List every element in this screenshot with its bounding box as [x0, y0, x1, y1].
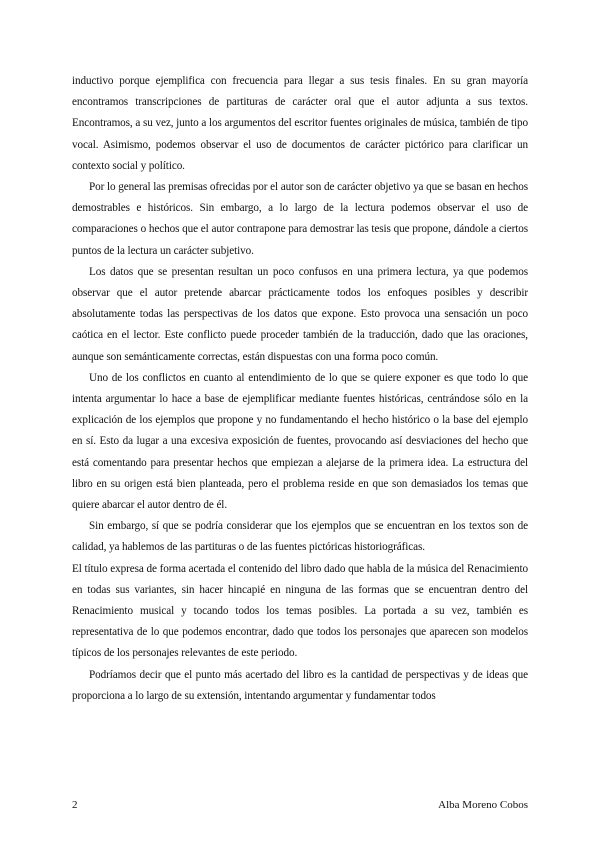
paragraph-data: Los datos que se presentan resultan un poco confusos en una primera lectura, ya que podemos observar que el autor pretende abarcar prácticamente todos los enfoques posibles y describir absolutamente todas las perspectivas de los datos que expone. Esto provoca una sensación un poco caótica en el lector. Este conflicto puede proceder también de la traducción, dado que las oraciones, aunque son semánticamente correctas, están dispuestas con una forma poco común. [72, 265, 528, 363]
body-text [72, 71, 528, 707]
paragraph-continuation: inductivo porque ejemplifica con frecuencia para llegar a sus tesis finales. En su gran mayoría encontramos transcripciones de partituras de carácter oral que el autor adjunta a sus textos. Encontramos, a su vez, junto a los argumentos del escritor fuentes originales de música, también de tipo vocal. Asimismo, podemos observar el uso de documentos de carácter pictórico para clarificar un contexto social y político. [72, 75, 528, 172]
paragraph-title: El título expresa de forma acertada el contenido del libro dado que habla de la música del Renacimiento en todas sus variantes, sin hacer hincapié en ninguna de las formas que se encuentran dentro del Renacimiento musical y tocando todos los temas posibles. La portada a su vez, también es representativa de lo que podemos encontrar, dado que todos los personajes que aparecen son modelos típicos de los personajes relevantes de este periodo. [72, 562, 528, 660]
paragraph-conflicts: Uno de los conflictos en cuanto al entendimiento de lo que se quiere exponer es que todo lo que intenta argumentar lo hace a base de ejemplificar mediante fuentes históricas, centrándose sólo en la explicación de los ejemplos que propone y no fundamentando el hecho histórico o la base del ejemplo en sí. Esto da lugar a una excesiva exposición de fuentes, provocando así desviaciones del hecho que está comentando para presentar hechos que empiezan a alejarse de la primera idea. La estructura del libro en su origen está bien planteada, pero el problema reside en que son demasiados los temas que quiere abarcar el autor dentro de él. [72, 371, 528, 512]
paragraph-premises: Por lo general las premisas ofrecidas por el autor son de carácter objetivo ya que se basan en hechos demostrables e históricos. Sin embargo, a lo largo de la lectura podemos observar el uso de comparaciones o hechos que el autor contrapone para demostrar las tesis que propone, dándole a ciertos puntos de la lectura un carácter subjetivo. [72, 181, 528, 257]
footer-author: Alba Moreno Cobos [438, 799, 528, 811]
page-number: 2 [72, 799, 78, 811]
paragraph-conclusion: Podríamos decir que el punto más acertado del libro es la cantidad de perspectivas y de ideas que proporciona a lo largo de su extensión, intentando argumentar y fundamentar todos [72, 668, 528, 702]
page-footer [72, 797, 528, 813]
paragraph-examples: Sin embargo, sí que se podría considerar que los ejemplos que se encuentran en los textos son de calidad, ya hablemos de las partituras o de las fuentes pictóricas historiográficas. [72, 520, 528, 554]
